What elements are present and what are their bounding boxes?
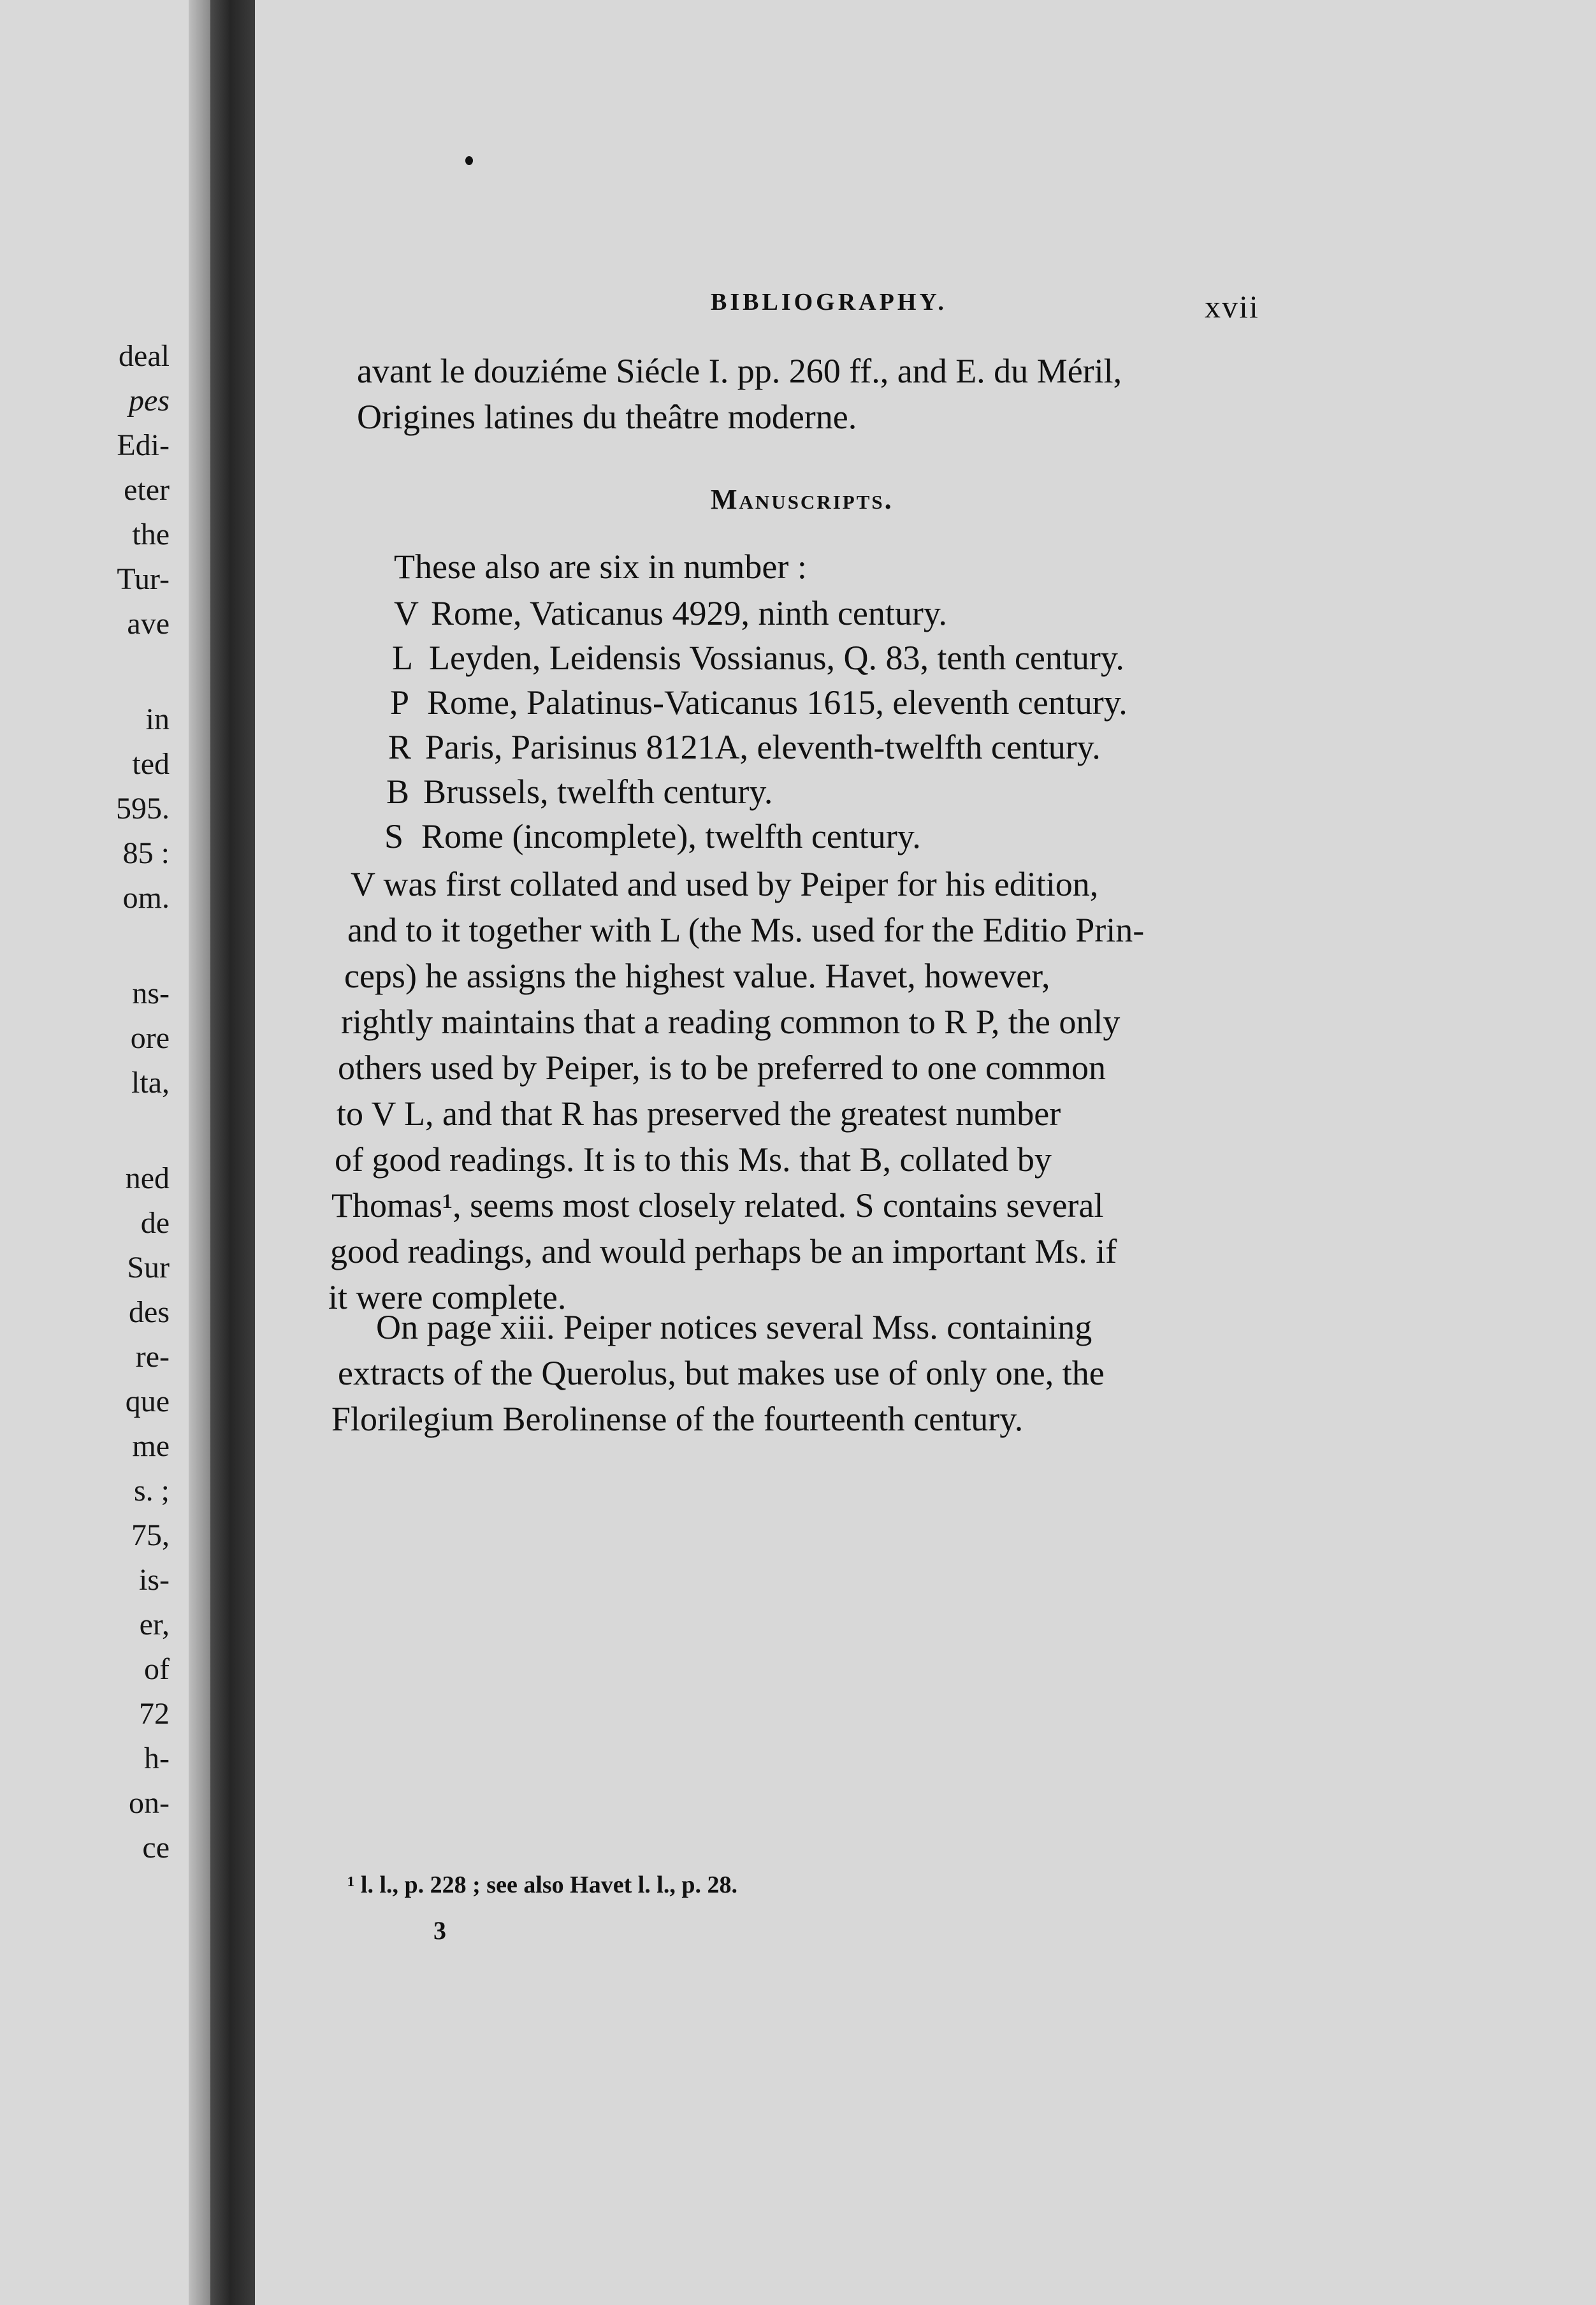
manuscript-description: Leyden, Leidensis Vossianus, Q. 83, tenth century. [429, 639, 1124, 677]
manuscript-siglum: L [392, 639, 413, 677]
right-page [255, 0, 1596, 2305]
paragraph1-line: good readings, and would perhaps be an important Ms. if [330, 1232, 1117, 1270]
manuscript-description: Brussels, twelfth century. [423, 773, 773, 811]
page-number: xvii [1205, 289, 1259, 324]
intro-line-2: Origines latines du theâtre moderne. [357, 398, 857, 436]
left-page-fragment: de [140, 1206, 170, 1240]
paragraph2-line: Florilegium Berolinense of the fourteenth century. [331, 1400, 1024, 1438]
manuscript-item [390, 685, 1128, 720]
manuscript-siglum: B [386, 773, 410, 811]
left-page-fragment: er, [139, 1608, 170, 1641]
left-page-fragment: 75, [131, 1518, 170, 1552]
paragraph1-line: of good readings. It is to this Ms. that B, collated by [335, 1140, 1052, 1179]
manuscript-description: Rome, Palatinus-Vaticanus 1615, eleventh century. [427, 683, 1128, 722]
left-page-fragment: ave [127, 607, 170, 641]
footnote: ¹ l. l., p. 228 ; see also Havet l. l., p. 28. [347, 1872, 737, 1898]
paragraph1-line: others used by Peiper, is to be preferred to one common [338, 1049, 1106, 1087]
paragraph1-line: ceps) he assigns the highest value. Havet, however, [344, 957, 1050, 995]
left-page-fragment: ned [125, 1161, 170, 1195]
left-page-fragment: des [129, 1295, 170, 1329]
left-page-fragment: Edi- [117, 428, 170, 462]
left-page-fragment: deal [119, 339, 170, 373]
manuscript-description: Paris, Parisinus 8121A, eleventh-twelfth century. [425, 728, 1101, 766]
manuscript-item [386, 774, 773, 809]
running-head: BIBLIOGRAPHY. [711, 289, 947, 316]
left-page-fragment: Sur [127, 1251, 170, 1284]
left-page-fragment: h- [144, 1741, 170, 1775]
paragraph1-line: and to it together with L (the Ms. used for the Editio Prin- [347, 911, 1145, 949]
manuscript-description: Rome (incomplete), twelfth century. [421, 817, 921, 855]
speck-mark [465, 156, 473, 165]
left-page-edge [189, 0, 210, 2305]
left-page-fragment: om. [122, 881, 170, 915]
paragraph2-line: extracts of the Querolus, but makes use of only one, the [338, 1354, 1105, 1392]
section-lead: These also are six in number : [394, 548, 807, 586]
left-page-fragment: on- [129, 1786, 170, 1820]
paragraph1-line: V was first collated and used by Peiper for his edition, [351, 865, 1099, 903]
paragraph2-line: On page xiii. Peiper notices several Mss. containing [376, 1308, 1092, 1346]
left-page-fragment: the [132, 518, 170, 551]
left-page-fragment: 595. [116, 792, 170, 825]
signature-mark: 3 [433, 1916, 446, 1945]
left-page-fragment: eter [124, 473, 170, 507]
manuscript-description: Rome, Vaticanus 4929, ninth century. [431, 594, 947, 632]
left-page-fragment: lta, [131, 1066, 170, 1100]
left-page-fragment: re- [135, 1340, 170, 1374]
left-page-fragment: 85 : [122, 836, 170, 870]
book-gutter [210, 0, 255, 2305]
left-page-fragment: s. ; [133, 1474, 170, 1508]
left-page-fragment: in [145, 702, 170, 736]
manuscript-siglum: R [388, 728, 412, 766]
left-page-fragment: ns- [132, 977, 170, 1010]
paragraph1-line: it were complete. [328, 1278, 567, 1316]
manuscript-item [384, 819, 921, 854]
manuscript-siglum: P [390, 683, 410, 722]
left-page-fragment: Tur- [117, 562, 170, 596]
left-page-fragment: me [132, 1429, 170, 1463]
section-heading: Manuscripts. [711, 484, 894, 515]
manuscript-item [394, 596, 947, 630]
left-page-fragment: que [125, 1385, 170, 1418]
left-page-fragment: ore [130, 1021, 170, 1055]
paragraph1-line: Thomas¹, seems most closely related. S contains several [331, 1186, 1104, 1225]
manuscript-siglum: V [394, 594, 419, 632]
manuscript-siglum: S [384, 817, 404, 855]
manuscript-item [392, 641, 1124, 675]
manuscript-item [388, 730, 1101, 764]
left-page-fragment: 72 [139, 1697, 170, 1731]
left-page-fragment: of [144, 1652, 170, 1686]
left-page-fragment: ted [132, 747, 170, 781]
paragraph1-line: to V L, and that R has preserved the greatest number [337, 1094, 1061, 1133]
intro-line-1: avant le douziéme Siécle I. pp. 260 ff., and E. du Méril, [357, 352, 1122, 390]
left-page [0, 0, 210, 2305]
left-page-fragment: ce [142, 1831, 170, 1865]
paragraph1-line: rightly maintains that a reading common to R P, the only [341, 1003, 1121, 1041]
left-page-fragment: is- [139, 1563, 170, 1597]
left-page-fragment: pes [129, 384, 170, 418]
